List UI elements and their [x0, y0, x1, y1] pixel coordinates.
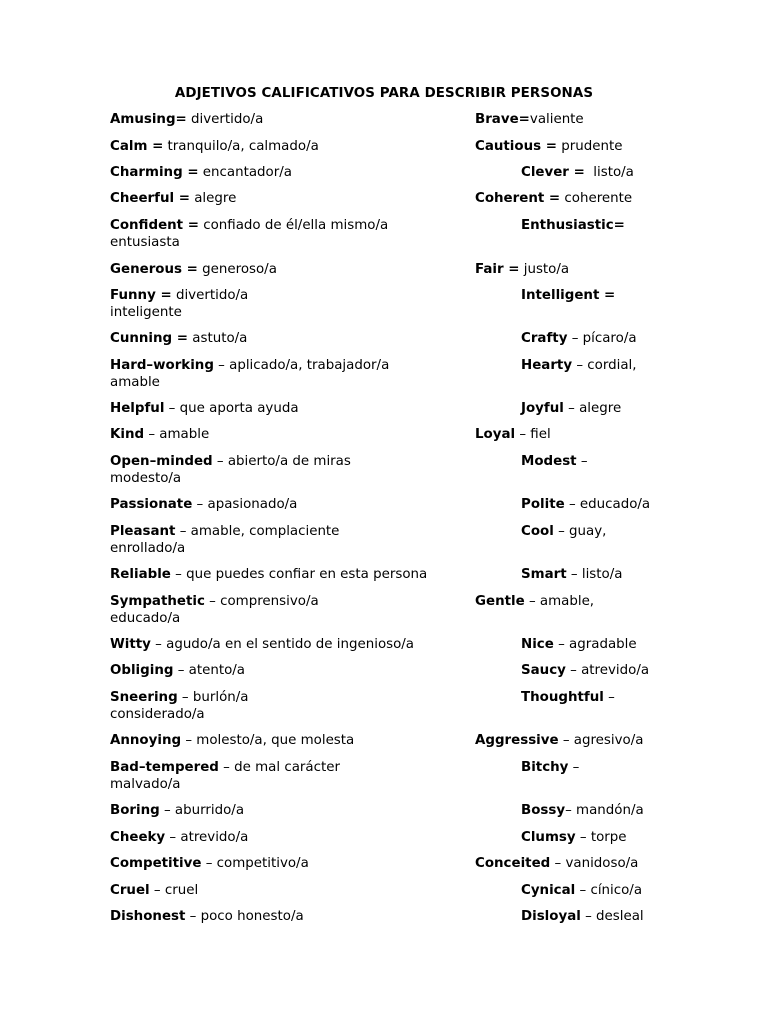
right-entry — [475, 190, 765, 207]
english-term: Reliable — [110, 567, 171, 582]
right-entry — [521, 217, 768, 234]
spanish-definition: – que aporta ayuda — [164, 401, 299, 416]
left-entry — [110, 636, 470, 653]
spanish-definition: divertido/a — [186, 112, 264, 127]
spanish-definition: – atrevido/a — [565, 663, 650, 678]
spanish-definition: – educado/a — [564, 497, 651, 512]
spanish-definition: – molesto/a, que molesta — [181, 733, 355, 748]
right-entry — [521, 882, 768, 899]
english-term: Calm = — [110, 139, 164, 154]
spanish-definition: valiente — [529, 112, 584, 127]
right-entry — [521, 689, 768, 706]
english-term: Thoughtful — [521, 690, 604, 705]
english-term: Sympathetic — [110, 594, 205, 609]
spanish-definition: – competitivo/a — [201, 856, 309, 871]
right-entry — [521, 400, 768, 417]
spanish-definition: alegre — [189, 191, 237, 206]
english-term: Aggressive — [475, 733, 559, 748]
left-entry — [110, 759, 470, 776]
english-term: Boring — [110, 803, 160, 818]
english-term: Obliging — [110, 663, 174, 678]
english-term: Bossy — [521, 803, 566, 818]
right-entry — [521, 802, 768, 819]
left-entry — [110, 593, 470, 610]
english-term: Amusing= — [110, 112, 187, 127]
english-term: Crafty — [521, 331, 568, 346]
left-entry — [110, 164, 470, 181]
spanish-definition: generoso/a — [197, 262, 277, 277]
right-entry — [521, 523, 768, 540]
spanish-definition: – desleal — [580, 909, 644, 924]
right-entry — [475, 732, 765, 749]
english-term: Pleasant — [110, 524, 176, 539]
english-term: Bitchy — [521, 760, 569, 775]
left-entry — [110, 662, 470, 679]
spanish-definition: – amable, complaciente — [175, 524, 340, 539]
right-entry — [521, 759, 768, 776]
english-term: Cheeky — [110, 830, 166, 845]
wrapped-continuation: malvado/a — [110, 777, 181, 792]
spanish-definition: justo/a — [519, 262, 570, 277]
english-term: Brave= — [475, 112, 530, 127]
right-entry — [475, 261, 765, 278]
right-entry — [521, 287, 768, 304]
english-term: Kind — [110, 427, 145, 442]
spanish-definition: confiado de él/ella mismo/a — [198, 218, 389, 233]
left-entry — [110, 496, 470, 513]
spanish-definition: – aplicado/a, trabajador/a — [213, 358, 390, 373]
english-term: Conceited — [475, 856, 551, 871]
wrapped-continuation: modesto/a — [110, 471, 182, 486]
spanish-definition: – torpe — [575, 830, 627, 845]
english-term: Clumsy — [521, 830, 576, 845]
english-term: Joyful — [521, 401, 564, 416]
spanish-definition: – cruel — [149, 883, 199, 898]
spanish-definition: – abierto/a de miras — [212, 454, 351, 469]
spanish-definition: – apasionado/a — [192, 497, 298, 512]
english-term: Loyal — [475, 427, 516, 442]
english-term: Passionate — [110, 497, 193, 512]
right-entry — [475, 426, 765, 443]
english-term: Generous = — [110, 262, 198, 277]
english-term: Witty — [110, 637, 151, 652]
left-entry — [110, 138, 470, 155]
left-entry — [110, 190, 470, 207]
document-title: ADJETIVOS CALIFICATIVOS PARA DESCRIBIR PERSONAS — [174, 86, 594, 101]
left-entry — [110, 426, 470, 443]
spanish-definition: listo/a — [584, 165, 634, 180]
spanish-definition: – amable, — [524, 594, 595, 609]
wrapped-continuation: educado/a — [110, 611, 181, 626]
english-term: Modest — [521, 454, 577, 469]
spanish-definition: – listo/a — [566, 567, 623, 582]
spanish-definition: – atrevido/a — [165, 830, 249, 845]
left-entry — [110, 689, 470, 706]
right-entry — [521, 496, 768, 513]
left-entry — [110, 330, 470, 347]
spanish-definition: prudente — [556, 139, 623, 154]
english-term: Confident = — [110, 218, 199, 233]
english-term: Cheerful = — [110, 191, 190, 206]
spanish-definition: – guay, — [553, 524, 607, 539]
right-entry — [475, 593, 765, 610]
right-entry — [521, 357, 768, 374]
english-term: Cool — [521, 524, 554, 539]
english-term: Intelligent = — [521, 288, 616, 303]
english-term: Dishonest — [110, 909, 186, 924]
left-entry — [110, 566, 470, 583]
english-term: Helpful — [110, 401, 165, 416]
spanish-definition: – agradable — [553, 637, 637, 652]
left-entry — [110, 732, 470, 749]
spanish-definition: – cordial, — [572, 358, 637, 373]
spanish-definition: – que puedes confiar en esta persona — [170, 567, 428, 582]
spanish-definition: – pícaro/a — [567, 331, 637, 346]
right-entry — [521, 829, 768, 846]
left-entry — [110, 287, 470, 304]
left-entry — [110, 400, 470, 417]
spanish-definition: – mandón/a — [565, 803, 644, 818]
spanish-definition: – fiel — [515, 427, 551, 442]
english-term: Bad–tempered — [110, 760, 219, 775]
english-term: Cruel — [110, 883, 150, 898]
english-term: Polite — [521, 497, 565, 512]
left-entry — [110, 453, 470, 470]
spanish-definition: – alegre — [563, 401, 622, 416]
spanish-definition: – amable — [144, 427, 210, 442]
right-entry — [521, 566, 768, 583]
spanish-definition: divertido/a — [171, 288, 249, 303]
wrapped-continuation: inteligente — [110, 305, 182, 320]
english-term: Clever = — [521, 165, 585, 180]
english-term: Saucy — [521, 663, 566, 678]
spanish-definition: – de mal carácter — [218, 760, 340, 775]
left-entry — [110, 217, 470, 234]
left-entry — [110, 357, 470, 374]
left-entry — [110, 261, 470, 278]
spanish-definition: coherente — [560, 191, 633, 206]
right-entry — [521, 908, 768, 925]
spanish-definition: – atento/a — [173, 663, 246, 678]
wrapped-continuation: entusiasta — [110, 235, 180, 250]
english-term: Competitive — [110, 856, 202, 871]
spanish-definition: – — [568, 760, 580, 775]
english-term: Gentle — [475, 594, 525, 609]
english-term: Cautious = — [475, 139, 557, 154]
spanish-definition: – vanidoso/a — [550, 856, 639, 871]
english-term: Hard–working — [110, 358, 214, 373]
left-entry — [110, 523, 470, 540]
right-entry — [521, 330, 768, 347]
spanish-definition: – agudo/a en el sentido de ingenioso/a — [150, 637, 415, 652]
left-entry — [110, 829, 470, 846]
spanish-definition: – aburrido/a — [159, 803, 245, 818]
wrapped-continuation: considerado/a — [110, 707, 205, 722]
spanish-definition: – — [576, 454, 588, 469]
spanish-definition: – burlón/a — [177, 690, 249, 705]
english-term: Fair = — [475, 262, 520, 277]
right-entry — [521, 453, 768, 470]
english-term: Coherent = — [475, 191, 561, 206]
spanish-definition: – comprensivo/a — [204, 594, 319, 609]
english-term: Nice — [521, 637, 554, 652]
right-entry — [475, 111, 765, 128]
spanish-definition: – agresivo/a — [558, 733, 644, 748]
right-entry — [475, 855, 765, 872]
spanish-definition: encantador/a — [198, 165, 292, 180]
left-entry — [110, 855, 470, 872]
left-entry — [110, 111, 470, 128]
left-entry — [110, 908, 470, 925]
english-term: Annoying — [110, 733, 182, 748]
english-term: Hearty — [521, 358, 573, 373]
spanish-definition: – poco honesto/a — [185, 909, 304, 924]
right-entry — [521, 636, 768, 653]
left-entry — [110, 802, 470, 819]
left-entry — [110, 882, 470, 899]
spanish-definition: tranquilo/a, calmado/a — [163, 139, 319, 154]
right-entry — [475, 138, 765, 155]
spanish-definition: – cínico/a — [575, 883, 643, 898]
wrapped-continuation: enrollado/a — [110, 541, 186, 556]
spanish-definition: – — [603, 690, 615, 705]
english-term: Enthusiastic= — [521, 218, 625, 233]
spanish-definition: astuto/a — [188, 331, 248, 346]
english-term: Cynical — [521, 883, 576, 898]
right-entry — [521, 164, 768, 181]
english-term: Charming = — [110, 165, 199, 180]
english-term: Smart — [521, 567, 567, 582]
english-term: Disloyal — [521, 909, 581, 924]
english-term: Open–minded — [110, 454, 213, 469]
right-entry — [521, 662, 768, 679]
english-term: Sneering — [110, 690, 178, 705]
english-term: Cunning = — [110, 331, 189, 346]
wrapped-continuation: amable — [110, 375, 160, 390]
english-term: Funny = — [110, 288, 172, 303]
